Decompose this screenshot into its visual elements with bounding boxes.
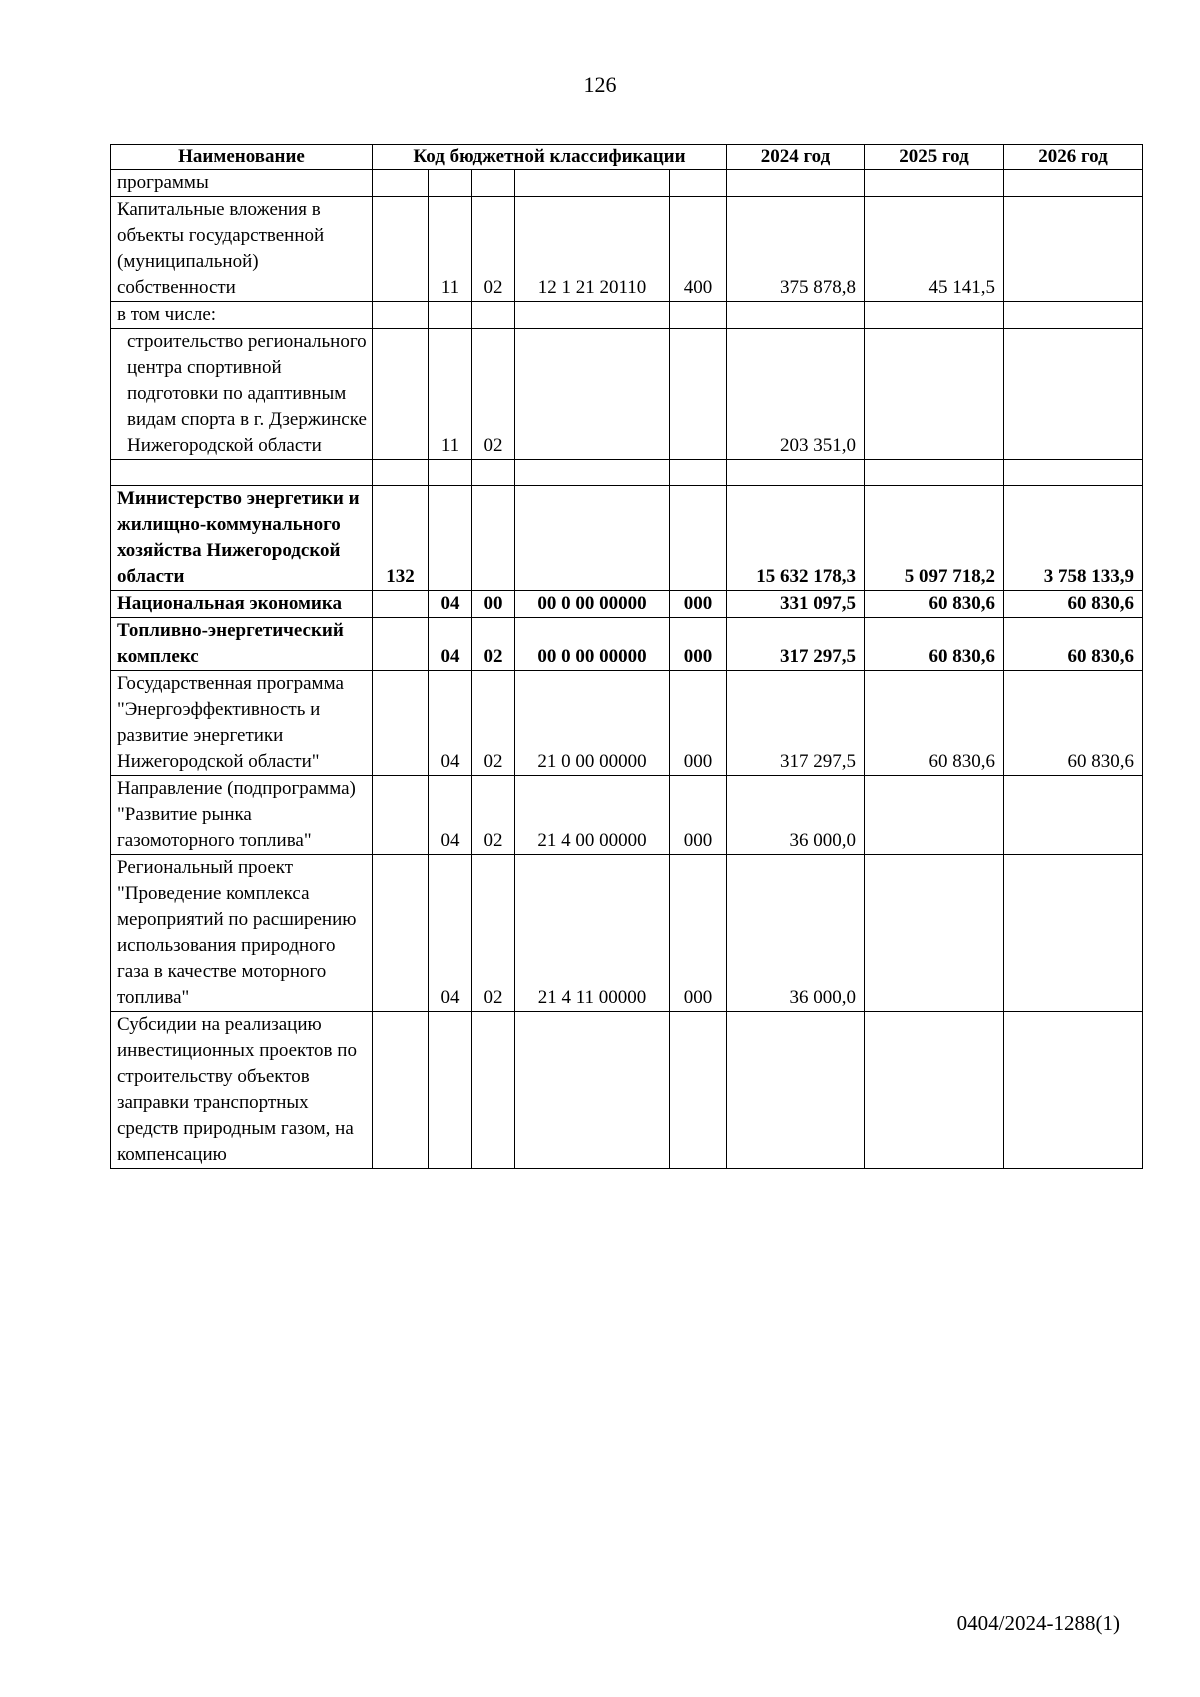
row-rz: 04: [429, 618, 472, 671]
row-2025: [865, 1012, 1004, 1169]
row-ved: [373, 1012, 429, 1169]
row-2025: [865, 855, 1004, 1012]
row-name: Национальная экономика: [111, 591, 373, 618]
row-rz: 11: [429, 197, 472, 302]
row-2024: [727, 460, 865, 486]
row-csr: [515, 486, 670, 591]
row-ved: [373, 170, 429, 197]
row-2026: 60 830,6: [1004, 591, 1143, 618]
table-row: [111, 618, 1143, 671]
row-csr: [515, 1012, 670, 1169]
row-ved: [373, 591, 429, 618]
budget-table: [110, 144, 1143, 1169]
row-rz: 11: [429, 329, 472, 460]
row-rz: 04: [429, 776, 472, 855]
row-name: Министерство энергетики и жилищно-коммунального хозяйства Нижегородской области: [111, 486, 373, 591]
row-vr: 000: [670, 671, 727, 776]
row-2026: [1004, 197, 1143, 302]
row-ved: [373, 460, 429, 486]
row-2025: [865, 776, 1004, 855]
row-vr: 000: [670, 776, 727, 855]
row-vr: [670, 486, 727, 591]
row-ved: [373, 329, 429, 460]
row-2026: 60 830,6: [1004, 618, 1143, 671]
row-2026: [1004, 776, 1143, 855]
row-ved: 132: [373, 486, 429, 591]
row-vr: [670, 1012, 727, 1169]
row-2026: [1004, 1012, 1143, 1169]
header-2025: 2025 год: [865, 145, 1004, 170]
row-2024: [727, 170, 865, 197]
row-2026: 3 758 133,9: [1004, 486, 1143, 591]
row-2026: 60 830,6: [1004, 671, 1143, 776]
table-row: [111, 486, 1143, 591]
row-rz: [429, 1012, 472, 1169]
row-ved: [373, 302, 429, 329]
row-2025: [865, 460, 1004, 486]
row-vr: [670, 302, 727, 329]
row-2024: 331 097,5: [727, 591, 865, 618]
table-row: [111, 197, 1143, 302]
row-name: Направление (подпрограмма) "Развитие рынка газомоторного топлива": [111, 776, 373, 855]
row-2024: 36 000,0: [727, 855, 865, 1012]
row-vr: [670, 460, 727, 486]
row-name: строительство регионального центра спортивной подготовки по адаптивным видам спорта в г. Дзержинске Нижегородской области: [111, 329, 373, 460]
row-vr: 000: [670, 618, 727, 671]
header-name: Наименование: [111, 145, 373, 170]
row-rz: 04: [429, 855, 472, 1012]
row-2026: [1004, 460, 1143, 486]
row-csr: [515, 170, 670, 197]
row-pr: [472, 302, 515, 329]
row-rz: 04: [429, 591, 472, 618]
row-vr: 000: [670, 855, 727, 1012]
row-ved: [373, 855, 429, 1012]
row-name: Топливно-энергетический комплекс: [111, 618, 373, 671]
table-row: [111, 1012, 1143, 1169]
row-2026: [1004, 329, 1143, 460]
row-2025: 5 097 718,2: [865, 486, 1004, 591]
row-vr: 000: [670, 591, 727, 618]
table-row: [111, 776, 1143, 855]
row-pr: 02: [472, 671, 515, 776]
row-2025: 60 830,6: [865, 591, 1004, 618]
row-name: в том числе:: [111, 302, 373, 329]
row-2024: 317 297,5: [727, 671, 865, 776]
table-row: [111, 460, 1143, 486]
row-csr: 00 0 00 00000: [515, 591, 670, 618]
row-rz: [429, 302, 472, 329]
header-code: Код бюджетной классификации: [373, 145, 727, 170]
table-row: [111, 170, 1143, 197]
row-pr: [472, 460, 515, 486]
row-2024: [727, 302, 865, 329]
row-2025: 60 830,6: [865, 618, 1004, 671]
row-pr: 02: [472, 197, 515, 302]
row-csr: 21 4 11 00000: [515, 855, 670, 1012]
row-pr: 02: [472, 776, 515, 855]
row-csr: 21 4 00 00000: [515, 776, 670, 855]
row-name: [111, 460, 373, 486]
row-pr: [472, 170, 515, 197]
table-row: [111, 671, 1143, 776]
row-2024: 36 000,0: [727, 776, 865, 855]
row-pr: [472, 486, 515, 591]
row-vr: [670, 170, 727, 197]
row-name: Субсидии на реализацию инвестиционных проектов по строительству объектов заправки транспортных средств природным газом, на компенсацию: [111, 1012, 373, 1169]
row-2024: 317 297,5: [727, 618, 865, 671]
row-name: Региональный проект "Проведение комплекса мероприятий по расширению использования природного газа в качестве моторного топлива": [111, 855, 373, 1012]
row-2024: 375 878,8: [727, 197, 865, 302]
table-row: [111, 329, 1143, 460]
row-2025: [865, 329, 1004, 460]
row-rz: [429, 460, 472, 486]
page-number: 126: [583, 72, 617, 97]
row-name: программы: [111, 170, 373, 197]
document-number: 0404/2024-1288(1): [956, 1611, 1120, 1635]
row-pr: 00: [472, 591, 515, 618]
header-2024: 2024 год: [727, 145, 865, 170]
row-pr: [472, 1012, 515, 1169]
row-vr: [670, 329, 727, 460]
row-csr: 12 1 21 20110: [515, 197, 670, 302]
row-2025: 60 830,6: [865, 671, 1004, 776]
row-2024: [727, 1012, 865, 1169]
row-csr: 21 0 00 00000: [515, 671, 670, 776]
table-row: [111, 855, 1143, 1012]
table-row: [111, 591, 1143, 618]
row-rz: [429, 170, 472, 197]
row-rz: [429, 486, 472, 591]
table-row: [111, 302, 1143, 329]
row-pr: 02: [472, 329, 515, 460]
row-csr: [515, 329, 670, 460]
row-rz: 04: [429, 671, 472, 776]
row-2025: [865, 302, 1004, 329]
row-pr: 02: [472, 618, 515, 671]
row-2025: [865, 170, 1004, 197]
row-ved: [373, 197, 429, 302]
row-vr: 400: [670, 197, 727, 302]
row-csr: 00 0 00 00000: [515, 618, 670, 671]
row-2026: [1004, 170, 1143, 197]
row-2026: [1004, 855, 1143, 1012]
table-header-row: [111, 145, 1143, 170]
header-2026: 2026 год: [1004, 145, 1143, 170]
row-2024: 203 351,0: [727, 329, 865, 460]
row-ved: [373, 776, 429, 855]
row-ved: [373, 618, 429, 671]
row-name: Капитальные вложения в объекты государственной (муниципальной) собственности: [111, 197, 373, 302]
row-2025: 45 141,5: [865, 197, 1004, 302]
row-csr: [515, 302, 670, 329]
row-2024: 15 632 178,3: [727, 486, 865, 591]
row-csr: [515, 460, 670, 486]
row-ved: [373, 671, 429, 776]
row-2026: [1004, 302, 1143, 329]
row-name: Государственная программа "Энергоэффективность и развитие энергетики Нижегородской области": [111, 671, 373, 776]
row-pr: 02: [472, 855, 515, 1012]
